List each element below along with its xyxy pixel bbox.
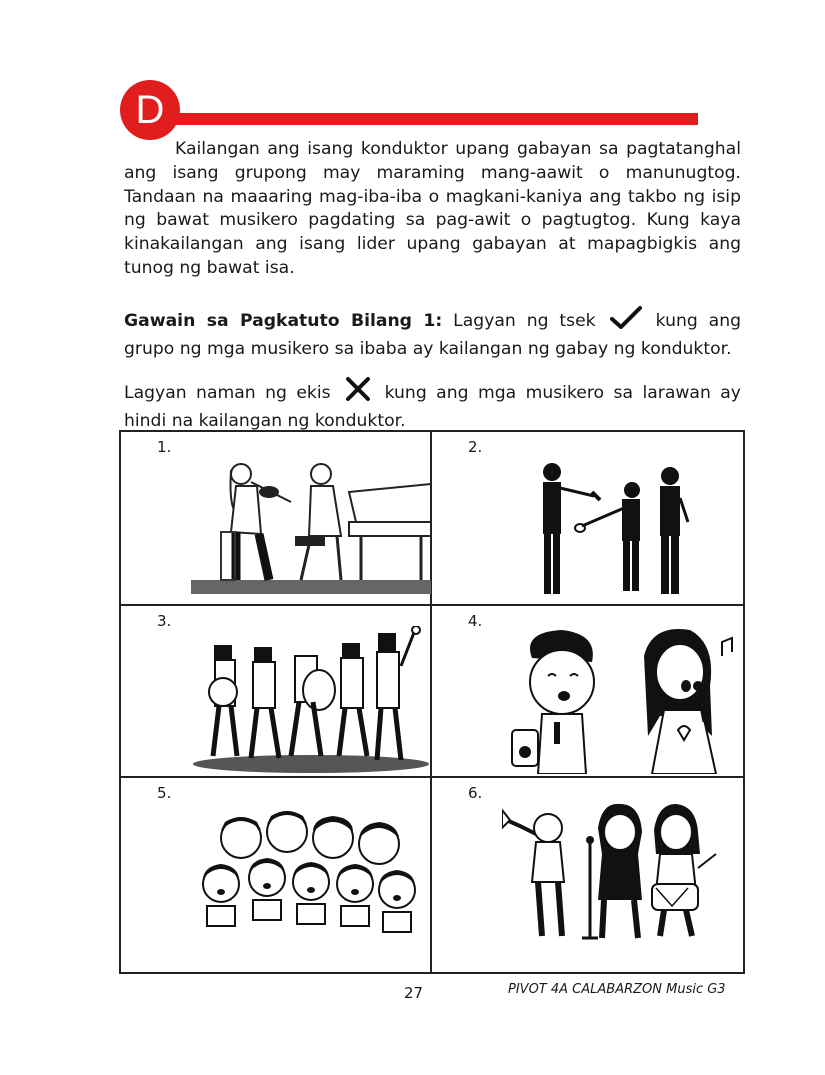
- singing-duo-icon: [502, 626, 742, 774]
- page-number: 27: [404, 984, 424, 1002]
- picture-grid: [119, 430, 745, 974]
- brass-trio-icon: [502, 452, 742, 600]
- intro-paragraph: Kailangan ang isang konduktor upang gabayan sa pagtatanghal ang isang grupong may maraming mang-aawit o manunugtog. Tandaan na maaaring mag-iba-iba o magkani-kaniya ang takbo ng isip ng bawat musikero pagdating sa pag-awit o pagtugtog. Kung kaya kinakailangan ang isang lider upang gabayan at mapagbigkis ang tunog ng bawat isa.: [124, 139, 741, 278]
- activity-title: Gawain sa Pagkatuto Bilang 1:: [124, 311, 443, 331]
- marching-band-icon: [191, 626, 431, 774]
- kids-band-icon: [502, 798, 742, 946]
- cross-icon: [345, 376, 371, 410]
- section-bar: [176, 113, 698, 125]
- item-cell-2: [432, 432, 743, 606]
- item-number: 5.: [157, 784, 172, 802]
- activity-instruction-cross: Lagyan naman ng ekis kung ang mga musikero sa larawan ay hindi na kailangan ng konduktor.: [124, 376, 741, 433]
- violin-piano-duo-icon: [191, 452, 431, 600]
- section-badge: D: [120, 80, 180, 140]
- item-cell-4: [432, 606, 743, 778]
- children-choir-icon: [191, 798, 431, 946]
- item-cell-1: [121, 432, 432, 606]
- item-cell-3: [121, 606, 432, 778]
- footer-source: PIVOT 4A CALABARZON Music G3: [508, 982, 726, 997]
- item-cell-6: [432, 778, 743, 972]
- item-number: 3.: [157, 612, 172, 630]
- check-icon: [610, 306, 642, 338]
- item-number: 4.: [468, 612, 483, 630]
- item-number: 6.: [468, 784, 483, 802]
- item-number: 2.: [468, 438, 483, 456]
- item-cell-5: [121, 778, 432, 972]
- item-number: 1.: [157, 438, 172, 456]
- activity-instruction-check: Gawain sa Pagkatuto Bilang 1: Lagyan ng tsek kung ang grupo ng mga musikero sa ibaba ay kailangan ng gabay ng konduktor.: [124, 306, 741, 361]
